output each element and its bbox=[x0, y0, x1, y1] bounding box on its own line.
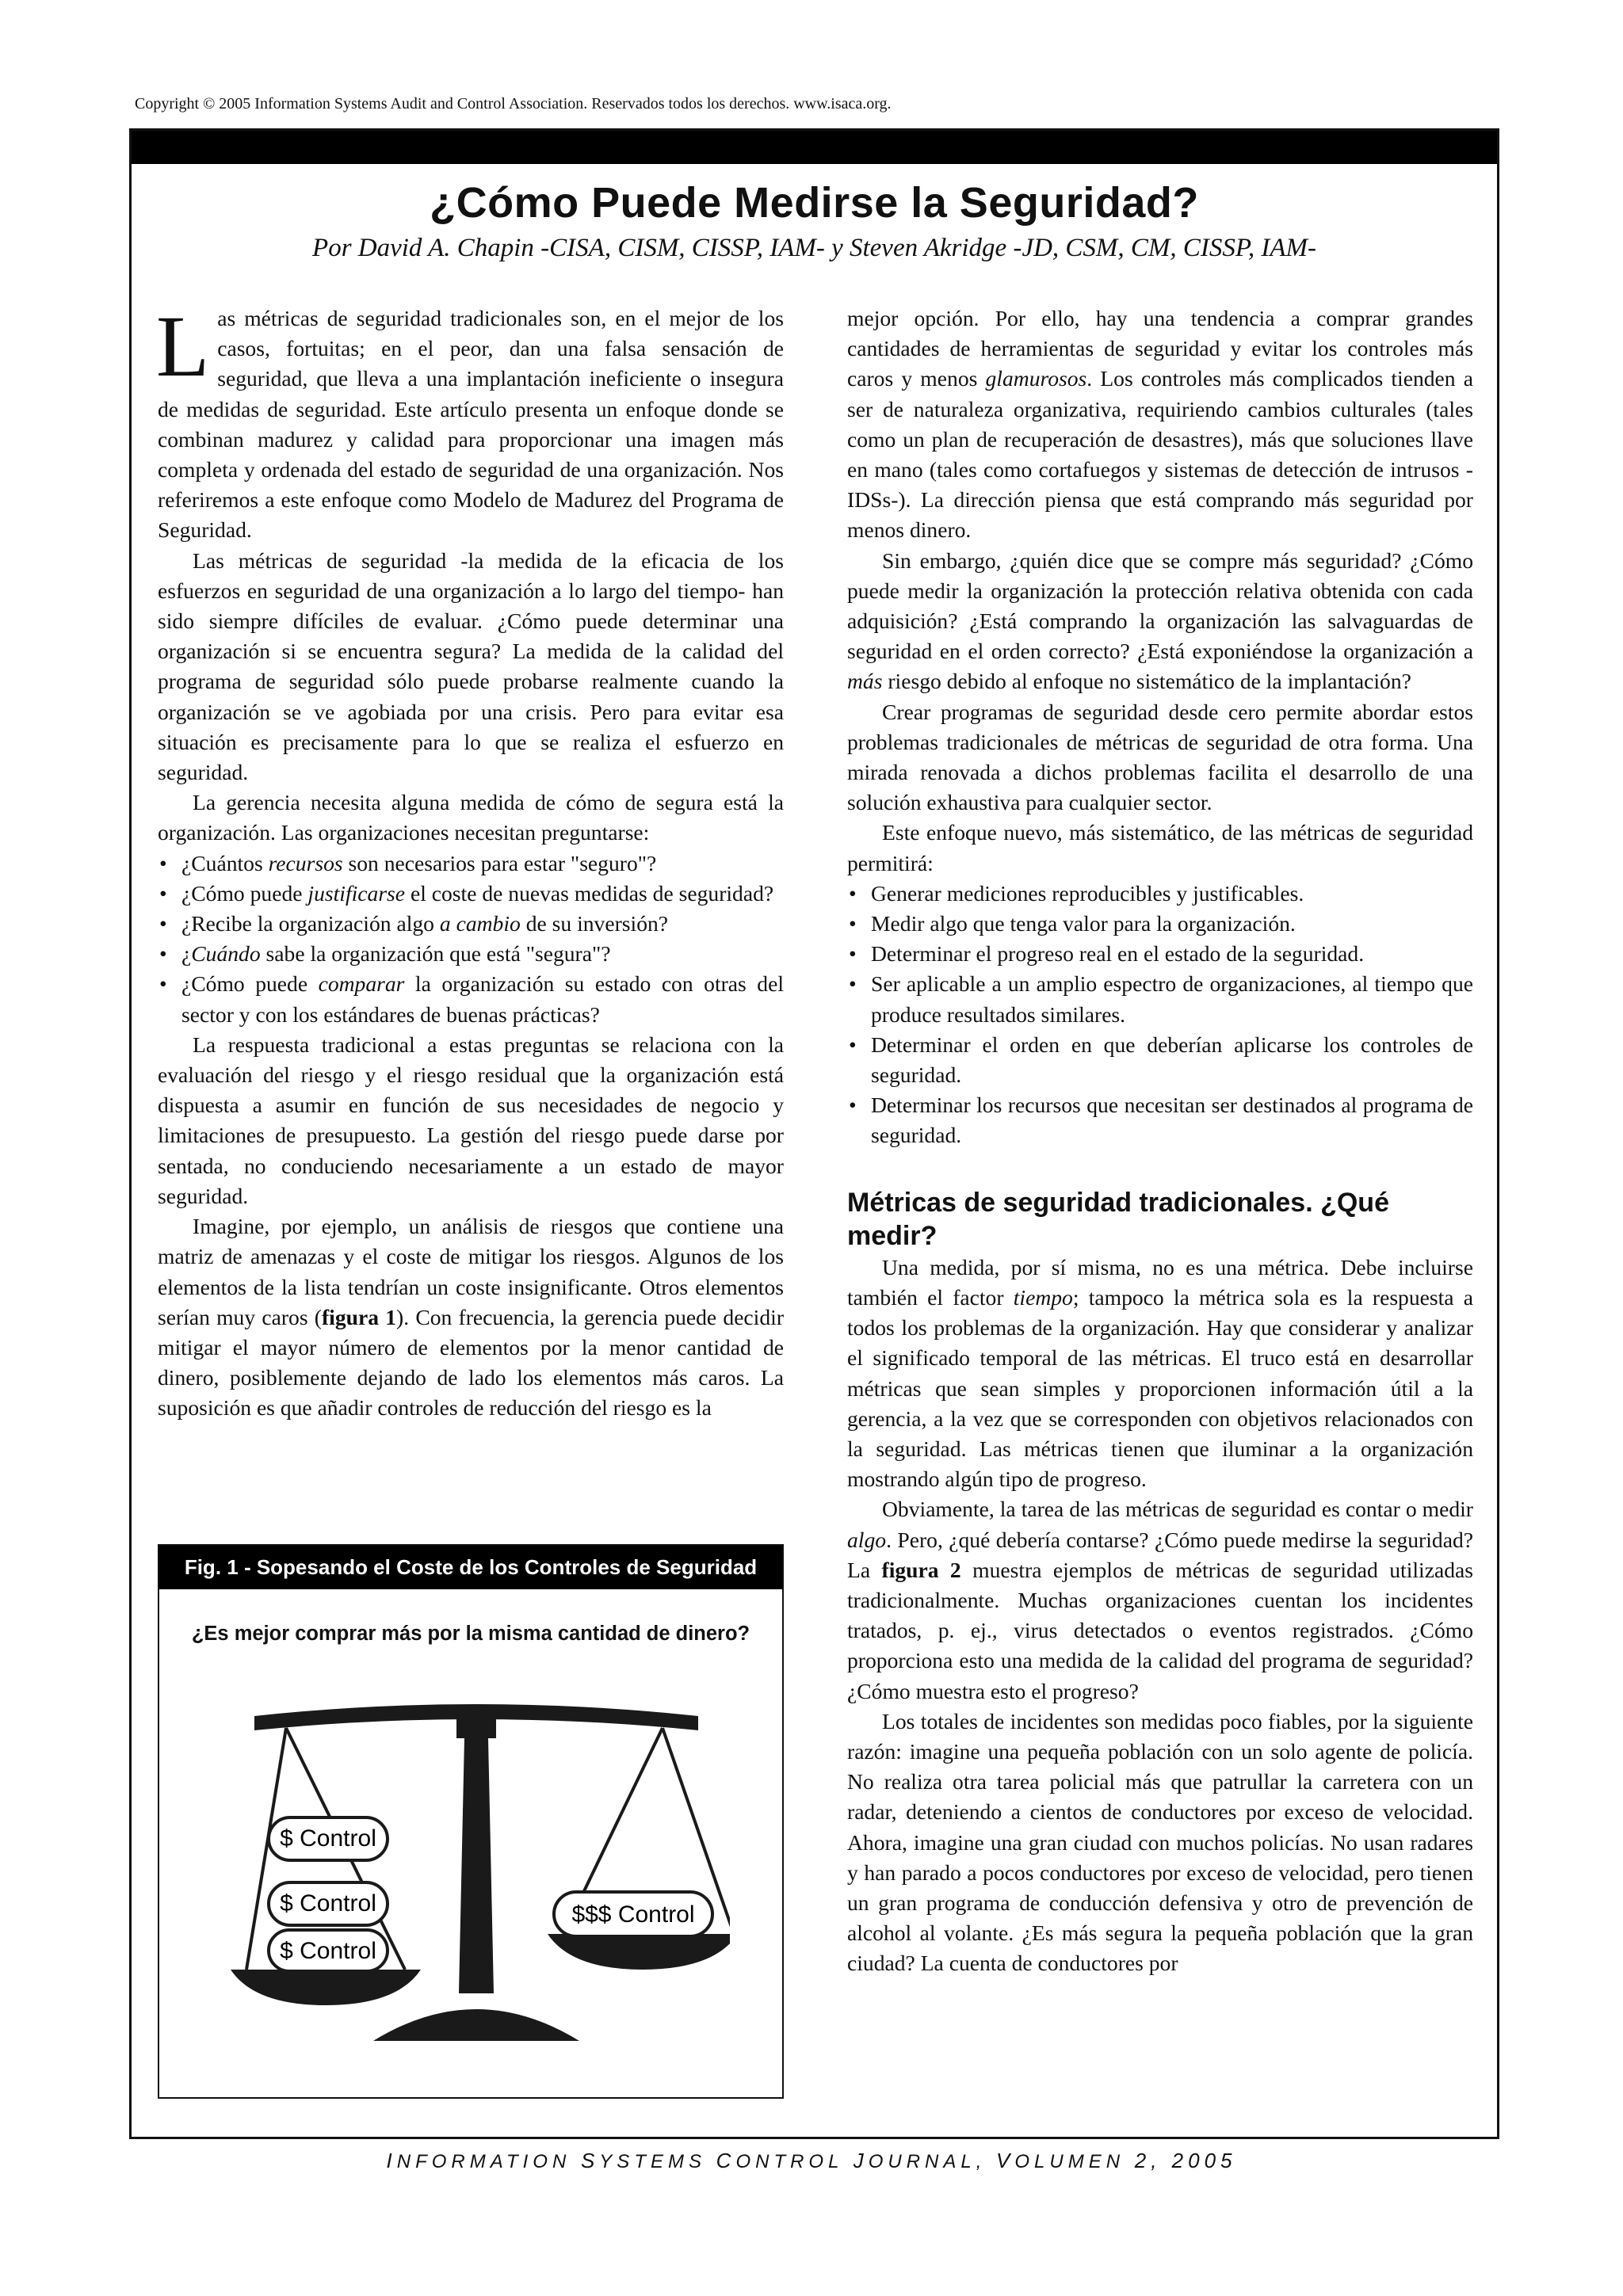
expensive-control-weight bbox=[554, 1892, 712, 1936]
paragraph: Las métricas de seguridad -la medida de la eficacia de los esfuerzos en seguridad de una organización a lo largo del tiempo- han sido siempre difíciles de evaluar. ¿Cómo puede determinar una organización si se encuentra segura? La medida de la calidad del programa de seguridad sólo puede probarse realmente cuando la organización se ve agobiada por una crisis. Pero para evitar esa situación es precisamente para lo que se realiza el esfuerzo en seguridad. bbox=[158, 547, 784, 785]
list-item: • Generar mediciones reproducibles y justificables. bbox=[847, 879, 1473, 909]
svg-text:$$$ Control: $$$ Control bbox=[571, 1901, 695, 1928]
list-item: • ¿Recibe la organización algo a cambio de su inversión? bbox=[158, 909, 784, 939]
question-list bbox=[158, 849, 784, 1030]
header-bar bbox=[132, 131, 1497, 164]
figure-reference: figura 1 bbox=[321, 1304, 397, 1329]
figure-heading: Fig. 1 - Sopesando el Coste de los Controles de Seguridad bbox=[159, 1546, 782, 1589]
list-item: • Determinar los recursos que necesitan ser destinados al programa de seguridad. bbox=[847, 1090, 1473, 1150]
balance-scale-illustration bbox=[223, 1692, 730, 2057]
drop-cap: L bbox=[156, 298, 210, 395]
paragraph: Imagine, por ejemplo, un análisis de riesgos que contiene una matriz de amenazas y el coste de mitigar los riesgos. Algunos de los elementos de la lista tendrían un coste insignificante. Otros elementos serían muy caros (figura 1). Con frecuencia, la gerencia puede decidir mitigar el mayor número de elementos por la menor cantidad de dinero, posiblemente dejando de lado los elementos más caros. La suposición es que añadir controles de reducción del riesgo es la bbox=[158, 1214, 785, 1421]
svg-text:$ Control: $ Control bbox=[280, 1825, 376, 1852]
svg-text:$ Control: $ Control bbox=[280, 1890, 376, 1917]
paragraph: Una medida, por sí misma, no es una métrica. Debe incluirse también el factor tiempo; tampoco la métrica sola es la respuesta a todos los problemas de la organización. Hay que considerar y analizar el significado temporal de las métricas. El truco está en desarrollar métricas que sean simples y proporcionen información útil a la gerencia, a la vez que se corresponden con objetivos relacionados con la seguridad. Las métricas tienen que iluminar a la organización mostrando algún tipo de progreso. bbox=[847, 1254, 1473, 1492]
copyright-notice: Copyright © 2005 Information Systems Audit and Control Association. Reservados todos los derechos. www.isaca.org. bbox=[135, 95, 892, 113]
article-byline: Por David A. Chapin -CISA, CISM, CISSP, IAM- y Steven Akridge -JD, CSM, CM, CISSP, IAM- bbox=[312, 234, 1316, 262]
list-item: • ¿Cómo puede comparar la organización su estado con otras del sector y con los estándares de buenas prácticas? bbox=[158, 969, 784, 1029]
list-item: • Determinar el orden en que deberían aplicarse los controles de seguridad. bbox=[847, 1030, 1473, 1090]
list-item: • ¿Cuántos recursos son necesarios para estar "seguro"? bbox=[158, 849, 784, 879]
paragraph: mejor opción. Por ello, hay una tendencia a comprar grandes cantidades de herramientas de seguridad y evitar los controles más caros y menos glamurosos. Los controles más complicados tienden a ser de naturaleza organizativa, requiriendo cambios culturales (tales como un plan de recuperación de desastres), más que soluciones llave en mano (tales como cortafuegos y sistemas de detección de intrusos -IDSs-). La dirección piensa que está comprando más seguridad por menos dinero. bbox=[847, 306, 1473, 543]
section-heading: Métricas de seguridad tradicionales. ¿Qué medir? bbox=[847, 1187, 1389, 1251]
svg-text:$ Control: $ Control bbox=[280, 1938, 376, 1964]
paragraph: Los totales de incidentes son medidas poco fiables, por la siguiente razón: imagine una pequeña población con un solo agente de policía. No realiza otra tarea policial más que patrullar la carretera con un radar, deteniendo a cientos de conductores por exceso de velocidad. Ahora, imagine una gran ciudad con muchos policías. No usan radares y han parado a pocos conductores por exceso de velocidad, pero tienen un gran programa de conducción defensiva y otro de prevención de alcohol al volante. ¿Es más segura la pequeña población que la gran ciudad? La cuenta de conductores por bbox=[847, 1708, 1473, 1976]
figure-reference: figura 2 bbox=[881, 1557, 961, 1582]
intro-text: as métricas de seguridad tradicionales son, en el mejor de los casos, fortuitas; en el peor, dan una falsa sensación de seguridad, que lleva a una implantación ineficiente o insegura de medidas de seguridad. Este artículo presenta un enfoque donde se combinan madurez y calidad para proporcionar una imagen más completa y ordenada del estado de seguridad de una organización. Nos referiremos a este enfoque como Modelo de Madurez del Programa de Seguridad. bbox=[158, 306, 784, 543]
article-title: ¿Cómo Puede Medirse la Seguridad? bbox=[430, 179, 1199, 227]
journal-footer: INFORMATION SYSTEMS CONTROL JOURNAL, VOLUMEN 2, 2005 bbox=[386, 2149, 1237, 2172]
right-column bbox=[847, 303, 1473, 1979]
paragraph: Este enfoque nuevo, más sistemático, de las métricas de seguridad permitirá: bbox=[847, 820, 1473, 875]
paragraph: La respuesta tradicional a estas preguntas se relaciona con la evaluación del riesgo y el riesgo residual que la organización está dispuesta a asumir en función de sus necesidades de negocio y limitaciones de presupuesto. La gestión del riesgo puede darse por sentada, no conduciendo necesariamente a un estado de mayor seguridad. bbox=[158, 1032, 784, 1208]
list-item: • Medir algo que tenga valor para la organización. bbox=[847, 909, 1473, 939]
figure-1 bbox=[158, 1544, 784, 2099]
paragraph: La gerencia necesita alguna medida de cómo de segura está la organización. Las organizaciones necesitan preguntarse: bbox=[158, 790, 784, 845]
control-weight bbox=[269, 1817, 388, 1860]
paragraph: Crear programas de seguridad desde cero permite abordar estos problemas tradicionales de métricas de seguridad de otra forma. Una mirada renovada a dichos problemas facilita el desarrollo de una solución exhaustiva para cualquier sector. bbox=[847, 699, 1473, 815]
list-item: • ¿Cómo puede justificarse el coste de nuevas medidas de seguridad? bbox=[158, 879, 784, 909]
list-item: • ¿Cuándo sabe la organización que está "segura"? bbox=[158, 939, 784, 969]
figure-question: ¿Es mejor comprar más por la misma cantidad de dinero? bbox=[191, 1623, 750, 1645]
control-weight bbox=[269, 1930, 388, 1971]
left-column bbox=[156, 298, 785, 1424]
paragraph: Obviamente, la tarea de las métricas de seguridad es contar o medir algo. Pero, ¿qué debería contarse? ¿Cómo puede medirse la seguridad? La figura 2 muestra ejemplos de métricas de seguridad utilizadas tradicionalmente. Muchas organizaciones cuentan los incidentes tratados, p. ej., virus detectados o eventos registrados. ¿Cómo proporciona esto una medida de la calidad del programa de seguridad? ¿Cómo muestra esto el progreso? bbox=[847, 1497, 1473, 1703]
control-weight bbox=[269, 1882, 388, 1925]
list-item: • Determinar el progreso real en el estado de la seguridad. bbox=[847, 939, 1473, 969]
paragraph: Sin embargo, ¿quién dice que se compre más seguridad? ¿Cómo puede medir la organización la protección relativa obtenida con cada adquisición? ¿Está comprando la organización las salvaguardas de seguridad en el orden correcto? ¿Está exponiéndose la organización a más riesgo debido al enfoque no sistemático de la implantación? bbox=[847, 547, 1473, 694]
benefit-list bbox=[847, 879, 1473, 1151]
intro-paragraph bbox=[156, 298, 784, 546]
article-frame bbox=[129, 128, 1499, 2139]
list-item: • Ser aplicable a un amplio espectro de organizaciones, al tiempo que produce resultados similares. bbox=[847, 969, 1473, 1029]
